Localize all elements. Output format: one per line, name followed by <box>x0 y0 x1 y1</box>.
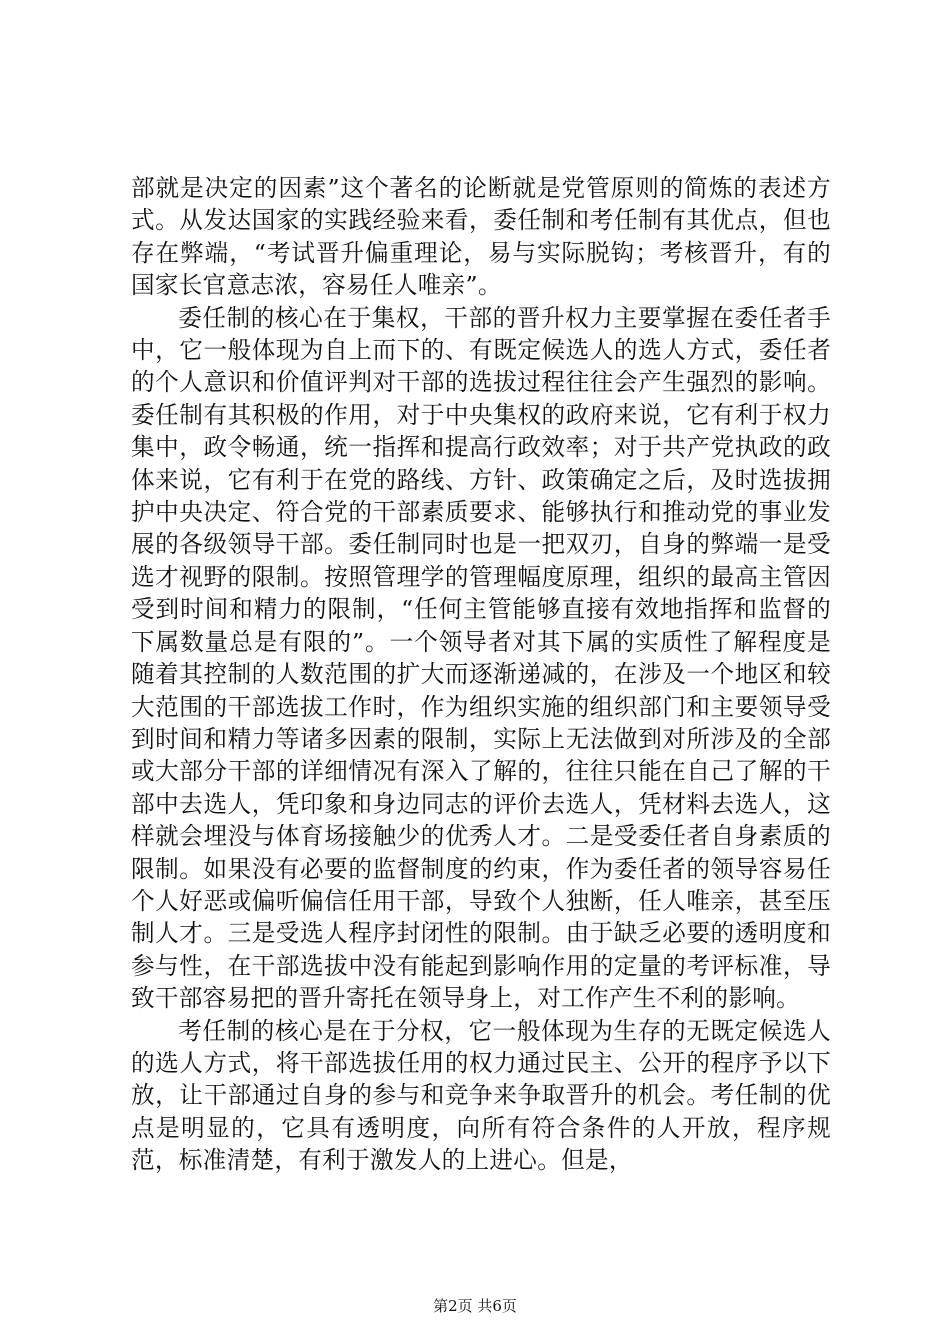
paragraph-2: 委任制的核心在于集权，干部的晋升权力主要掌握在委任者手中，它一般体现为自上而下的、有既定候选人的选人方式，委任者的个人意识和价值评判对干部的选拔过程往往会产生强烈的影响。委任制有其积极的作用，对于中央集权的政府来说，它有利于权力集中，政令畅通，统一指挥和提高行政效率；对于共产党执政的政体来说，它有利于在党的路线、方针、政策确定之后，及时选拔拥护中央决定、符合党的干部素质要求、能够执行和推动党的事业发展的各级领导干部。委任制同时也是一把双刃，自身的弊端一是受选才视野的限制。按照管理学的管理幅度原理，组织的最高主管因受到时间和精力的限制，“任何主管能够直接有效地指挥和监督的下属数量总是有限的”。一个领导者对其下属的实质性了解程度是随着其控制的人数范围的扩大而逐渐递减的，在涉及一个地区和较大范围的干部选拔工作时，作为组织实施的组织部门和主要领导受到时间和精力等诸多因素的限制，实际上无法做到对所涉及的全部或大部分干部的详细情况有深入了解的，往往只能在自己了解的干部中去选人，凭印象和身边同志的评价去选人，凭材料去选人，这样就会埋没与体育场接触少的优秀人才。二是受委任者自身素质的限制。如果没有必要的监督制度的约束，作为委任者的领导容易任个人好恶或偏听偏信任用干部，导致个人独断，任人唯亲，甚至压制人才。三是受选人程序封闭性的限制。由于缺乏必要的透明度和参与性，在干部选拔中没有能起到影响作用的定量的考评标准，导致干部容易把的晋升寄托在领导身上，对工作产生不利的影响。 <box>131 303 831 1013</box>
paragraph-3: 考任制的核心是在于分权，它一般体现为生存的无既定候选人的选人方式，将干部选拔任用的权力通过民主、公开的程序予以下放，让干部通过自身的参与和竞争来争取晋升的机会。考任制的优点是明显的，它具有透明度，向所有符合条件的人开放，程序规范，标准清楚，有利于激发人的上进心。但是， <box>131 1016 831 1175</box>
page-footer <box>0 1296 950 1316</box>
paragraph-1: 部就是决定的因素”这个著名的论断就是党管原则的简炼的表述方式。从发达国家的实践经验来看，委任制和考任制有其优点，但也存在弊端，“考试晋升偏重理论，易与实际脱钩；考核晋升，有的国家长官意志浓，容易任人唯亲”。 <box>131 174 831 300</box>
page-number-label: 第2页 共6页 <box>433 1297 517 1315</box>
body-text <box>131 172 831 1177</box>
